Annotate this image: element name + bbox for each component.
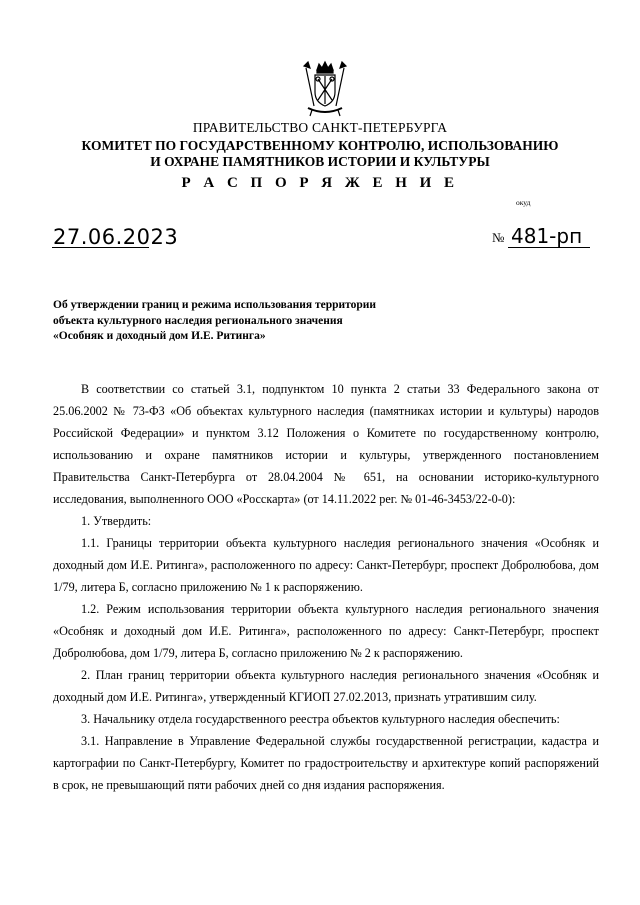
paragraph-1-2: 1.2. Режим использования территории объекта культурного наследия регионального значения «Особняк и доходный дом И.Е. Ритинга», расположенного по адресу: Санкт-Петербург, проспект Добролюбова, дом 1/79, литера Б, согласно приложению № 2 к распоряжению. xyxy=(53,602,599,660)
number-label: № xyxy=(492,230,505,245)
paragraph-3: 3. Начальнику отдела государственного реестра объектов культурного наследия обеспечить: xyxy=(81,712,560,726)
paragraph-1-1: 1.1. Границы территории объекта культурного наследия регионального значения «Особняк и доходный дом И.Е. Ритинга», расположенного по адресу: Санкт-Петербург, проспект Добролюбова, дом 1/79, литера Б, согласно приложению № 1 к распоряжению. xyxy=(53,536,599,594)
document-subject xyxy=(53,298,473,345)
subject-line: «Особняк и доходный дом И.Е. Ритинга» xyxy=(53,330,266,342)
preamble-paragraph: В соответствии со статьей 3.1, подпунктом 10 пункта 2 статьи 33 Федерального закона от 25.06.2002 № 73-ФЗ «Об объектах культурного наследия (памятниках истории и культуры) народов Российской Федерации» и пунктом 3.12 Положения о Комитете по государственному контролю, использованию и охране памятников истории и культуры, утвержденного постановлением Правительства Санкт-Петербурга от 28.04.2004 № 651, на основании историко-культурного исследования, выполненного ООО «Росскарта» (от 14.11.2022 рег. № 01-46-3453/22-0-0): xyxy=(53,382,599,506)
subject-line: объекта культурного наследия регионального значения xyxy=(53,314,343,327)
document-type-title: Р А С П О Р Я Ж Е Н И Е xyxy=(181,175,459,191)
number-underline xyxy=(508,247,590,248)
committee-name-line2: И ОХРАНЕ ПАМЯТНИКОВ ИСТОРИИ И КУЛЬТУРЫ xyxy=(150,154,490,169)
committee-name-line1: КОМИТЕТ ПО ГОСУДАРСТВЕННОМУ КОНТРОЛЮ, ИСПОЛЬЗОВАНИЮ xyxy=(81,138,559,153)
document-date: 27.06.2023 xyxy=(53,225,179,249)
paragraph-2: 2. План границ территории объекта культурного наследия регионального значения «Особняк и доходный дом И.Е. Ритинга», утвержденный КГИОП 27.02.2013, признать утратившим силу. xyxy=(53,668,599,704)
document-number: 481-рп xyxy=(511,224,583,248)
paragraph-3-1: 3.1. Направление в Управление Федеральной службы государственной регистрации, кадастра и картографии по Санкт-Петербургу, Комитет по градостроительству и архитектуре копий распоряжений в срок, не превышающий пяти рабочих дней со дня издания распоряжения. xyxy=(53,734,599,792)
paragraph-1: 1. Утвердить: xyxy=(81,514,152,528)
okud-label: окуд xyxy=(516,198,531,207)
government-name: ПРАВИТЕЛЬСТВО САНКТ-ПЕТЕРБУРГА xyxy=(192,120,448,135)
date-underline xyxy=(52,247,149,248)
subject-line: Об утверждении границ и режима использования территории xyxy=(53,299,377,311)
document-body xyxy=(53,378,599,796)
coat-of-arms-icon xyxy=(300,60,350,118)
